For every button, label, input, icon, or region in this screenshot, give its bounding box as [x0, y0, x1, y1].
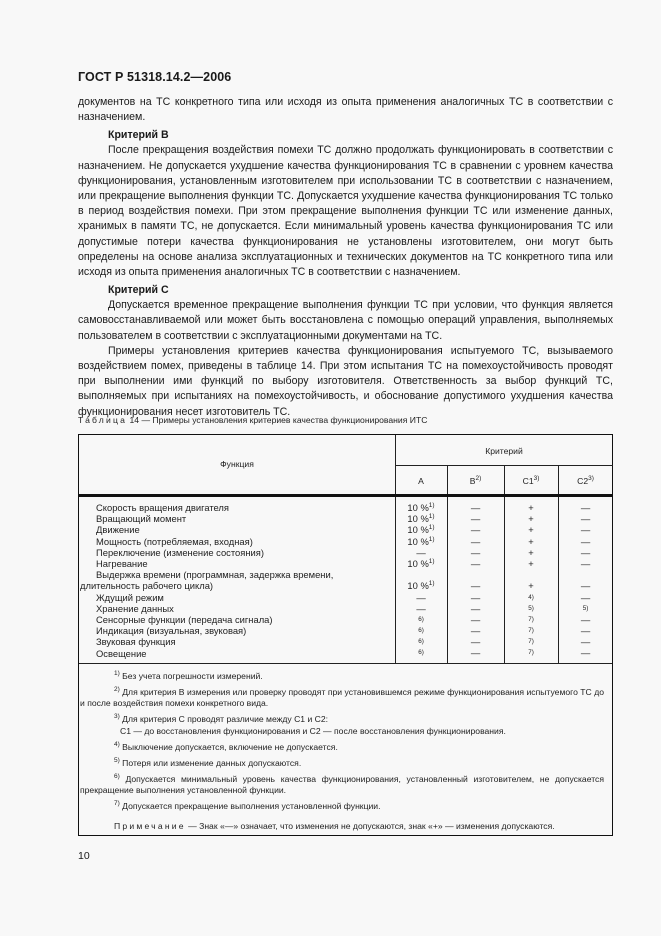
- table-row-function: Мощность (потребляемая, входная): [96, 535, 253, 547]
- cell-a: 10 %: [407, 535, 429, 547]
- header-c1-footnote: 3): [533, 475, 540, 482]
- cell-c2: —: [580, 613, 591, 625]
- header-function: Функция: [220, 459, 254, 469]
- heading-criterion-c: Критерий С: [108, 284, 169, 297]
- column-a: [395, 502, 447, 659]
- cell-a: —: [416, 602, 426, 614]
- cell-a: 6): [418, 649, 424, 657]
- cell-c2: —: [580, 546, 591, 558]
- cell-c1: 7): [528, 615, 534, 623]
- cell-a: 10 %: [407, 524, 429, 536]
- cell-a-footnote: 1): [428, 535, 435, 543]
- cell-a-footnote: 1): [428, 580, 435, 588]
- cell-c2: —: [580, 636, 591, 648]
- cell-c1: +: [528, 580, 534, 592]
- cell-c1: 7): [528, 649, 534, 657]
- header-c2-label: С2: [577, 476, 589, 486]
- footnote-text: Выключение допускается, включение не допускается.: [122, 741, 338, 752]
- footnote: [80, 742, 604, 754]
- table-row-function: Индикация (визуальная, звуковая): [96, 625, 247, 637]
- cell-b: —: [470, 602, 481, 614]
- cell-b: —: [470, 647, 481, 659]
- table-caption-label: Таблица: [78, 415, 128, 425]
- footnote-mark: 3): [114, 713, 120, 721]
- cell-a: 6): [418, 638, 424, 646]
- cell-c1: 4): [528, 593, 534, 601]
- cell-a-footnote: 1): [428, 524, 435, 532]
- table-row-function: Вращающий момент: [96, 513, 187, 525]
- cell-c1: +: [528, 546, 534, 558]
- cell-c1: +: [528, 502, 534, 513]
- cell-b: —: [470, 546, 481, 558]
- header-a: А: [418, 476, 424, 486]
- cell-c2: —: [580, 557, 591, 569]
- paragraph-4: Примеры установления критериев качества функционирования испытуемого ТС, вызываемого воздействием помех, приведены в таблице 14. При этом испытания ТС на помехоустойчивость проводят при выполнении ими функций по выбору изготовителя. Ответственность за выбор функций ТС, выполняемых при испытаниях на помехоустойчивость, и обоснование допустимого ухудшения качества функционирования несет изготовитель ТС.: [78, 344, 613, 418]
- cell-a: 10 %: [407, 502, 429, 513]
- table-row-function: Переключение (изменение состояния): [96, 546, 264, 558]
- cell-c2: —: [580, 524, 591, 536]
- footnote-mark: 5): [114, 756, 120, 764]
- cell-a: —: [416, 546, 426, 558]
- paragraph-3: Допускается временное прекращение выполнения функции ТС при условии, что функция является самовосстанавливаемой или может быть восстановлена с помощью операций управления, выполняемых пользователем в соответствии с эксплуатационными документами на ТС.: [78, 299, 613, 342]
- cell-c1: 5): [528, 604, 534, 612]
- table-row-function: Хранение данных: [96, 602, 174, 614]
- footnote-mark: 1): [114, 670, 120, 677]
- cell-c2: 5): [582, 604, 589, 612]
- column-c2: [558, 502, 613, 659]
- cell-b: —: [470, 591, 481, 603]
- cell-a-footnote: 1): [428, 557, 435, 565]
- footnote: [80, 671, 604, 683]
- cell-c2: —: [580, 502, 591, 513]
- remark-label: Примечание: [114, 820, 186, 831]
- cell-c2: —: [580, 647, 591, 659]
- cell-c1: +: [528, 535, 534, 547]
- table-row-function: Выдержка времени (программная, задержка времени, длительность рабочего цикла): [80, 569, 334, 592]
- cell-a: 10 %: [407, 557, 429, 569]
- header-bottom-rule: [79, 494, 612, 497]
- header-c1: [504, 476, 558, 486]
- table-row-function: Сенсорные функции (передача сигнала): [96, 614, 273, 626]
- footnote: [80, 714, 604, 726]
- table-caption-text: 14 — Примеры установления критериев качества функционирования ИТС: [129, 415, 428, 425]
- footnote-mark: 2): [114, 685, 120, 693]
- table-row-function: Скорость вращения двигателя: [96, 502, 229, 513]
- table-footnotes: [80, 671, 604, 837]
- function-column: [80, 502, 392, 659]
- header-c2-footnote: 3): [588, 475, 594, 482]
- cell-c1: +: [528, 513, 534, 525]
- table-row-function: Освещение: [96, 647, 147, 659]
- remark-text: — Знак «—» означает, что изменения не допускаются, знак «+» — изменения допускаются.: [188, 820, 555, 831]
- column-c1: [504, 502, 558, 659]
- cell-c2: —: [580, 580, 591, 592]
- footnote-mark: 4): [114, 740, 120, 748]
- cell-a: 10 %: [407, 513, 429, 525]
- cell-c1: 7): [528, 638, 534, 646]
- footnote: [80, 774, 604, 797]
- cell-c2: —: [580, 625, 591, 637]
- footnote-text: Потеря или изменение данных допускаются.: [122, 757, 302, 768]
- header-b-label: В: [469, 476, 476, 486]
- footnote: [80, 758, 604, 770]
- cell-c2: —: [580, 535, 591, 547]
- header-b: [447, 476, 504, 486]
- paragraph-2: После прекращения воздействия помехи ТС должно продолжать функционировать в соответствии с назначением. Не допускается ухудшение качества функционирования ТС в сравнении с уровнем качества функционирования, установленным изготовителем при использовании ТС в соответствии с назначением, или прекращение выполнения функции ТС. Допускается ухудшение качества функционирования ТС только в период воздействия помехи. При этом прекращение выполнения функции ТС или изменение данных, хранимых в памяти ТС, не допускается. Если минимальный уровень качества функционирования ТС или допустимые потери качества функционирования не установлены изготовителем, они могут быть определены на основе анализа эксплуатационных и технических документов на ТС конкретного типа или исходя из опыта применения аналогичных ТС в соответствии с назначением.: [78, 144, 613, 279]
- cell-b: —: [470, 636, 481, 648]
- footnote-continuation: С1 — до восстановления функционирования и С2 — после восстановления функционирования.: [120, 725, 506, 736]
- column-b: [447, 502, 504, 659]
- table-row-function: Ждущий режим: [96, 591, 164, 603]
- footnote-text: Допускается прекращение выполнения установленной функции.: [122, 801, 381, 812]
- header-c2: [558, 476, 613, 486]
- footnote-text: Для критерия В измерения или проверку проводят при установившемся режиме функционирования испытуемого ТС до и после воздействия помехи конкретного вида.: [80, 686, 604, 709]
- cell-a-footnote: 1): [428, 513, 435, 521]
- document-header: ГОСТ Р 51318.14.2—2006: [78, 70, 232, 84]
- body-text: [78, 95, 613, 420]
- page-number: 10: [78, 850, 90, 862]
- cell-c2: —: [580, 513, 591, 525]
- cell-b: —: [470, 625, 481, 637]
- cell-c1: 7): [528, 627, 534, 635]
- header-criterion: Критерий: [485, 446, 523, 456]
- data-bottom-rule: [79, 663, 612, 664]
- footnote-text: Допускается минимальный уровень качества функционирования, установленный изготовителем, не допускается прекращение выполнения установленной функции.: [80, 773, 604, 796]
- footnote-mark: 7): [114, 800, 120, 808]
- cell-a: —: [416, 591, 426, 603]
- paragraph-1: документов на ТС конкретного типа или исходя из опыта применения аналогичных ТС в соответствии с назначением.: [78, 96, 613, 124]
- cell-a: 6): [418, 627, 424, 635]
- footnote: [80, 687, 604, 710]
- cell-b: —: [470, 580, 481, 592]
- cell-b: —: [470, 502, 481, 513]
- table-row-function: Нагревание: [96, 558, 148, 570]
- heading-criterion-b: Критерий В: [108, 129, 169, 142]
- cell-b: —: [470, 557, 481, 569]
- table-row-function: Звуковая функция: [96, 636, 176, 648]
- header-divider: [395, 465, 613, 466]
- cell-a: 6): [418, 615, 424, 623]
- footnote-text: Без учета погрешности измерений.: [122, 671, 263, 681]
- cell-b: —: [470, 513, 481, 525]
- footnote-mark: 6): [114, 772, 120, 780]
- cell-b: —: [470, 524, 481, 536]
- cell-a-footnote: 1): [428, 502, 435, 509]
- table-row-function: Движение: [96, 524, 140, 536]
- cell-c1: +: [528, 557, 534, 569]
- table-remark: [80, 821, 604, 833]
- cell-b: —: [470, 535, 481, 547]
- criteria-table: [78, 434, 613, 836]
- footnote-text: Для критерия С проводят различие между С1 и С2:: [122, 714, 329, 725]
- footnote: [80, 801, 604, 813]
- cell-c1: +: [528, 524, 534, 536]
- cell-a: 10 %: [407, 580, 429, 592]
- cell-c2: —: [580, 591, 591, 603]
- header-c1-label: С1: [522, 476, 534, 486]
- table-caption: [78, 415, 427, 425]
- cell-b: —: [470, 613, 481, 625]
- header-b-footnote: 2): [475, 475, 482, 482]
